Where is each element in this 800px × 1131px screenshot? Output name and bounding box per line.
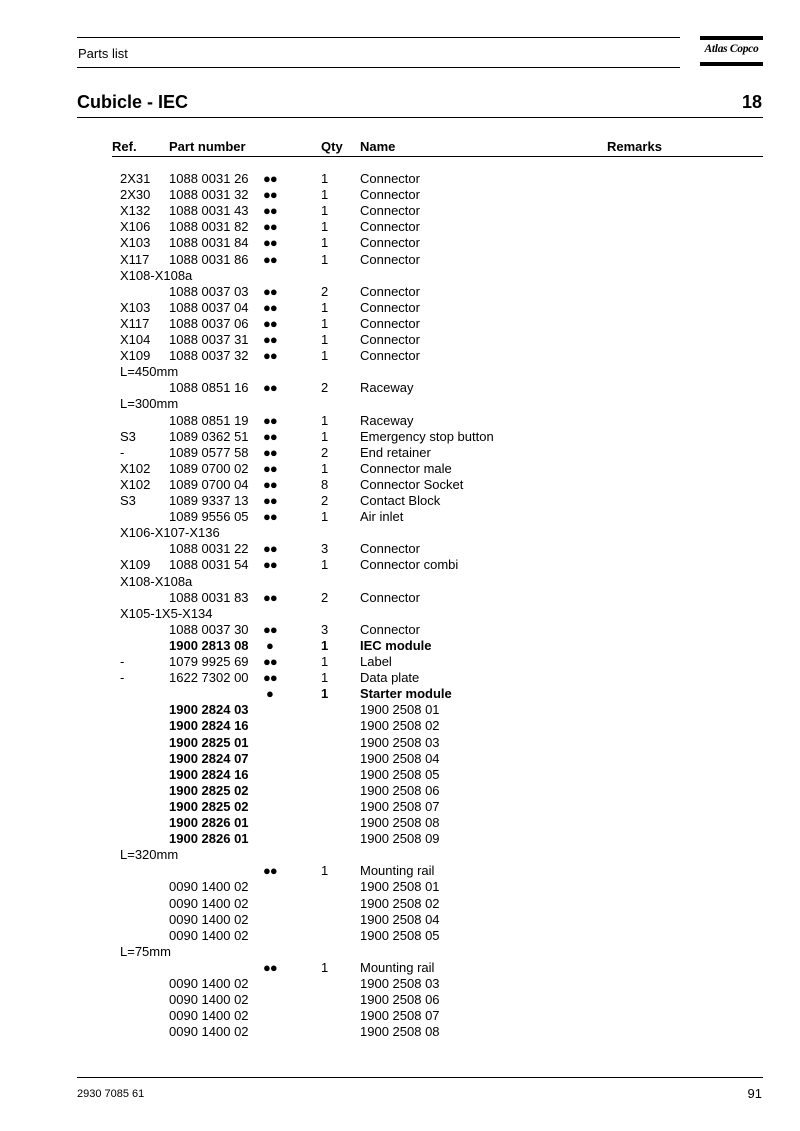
table-row — [0, 912, 800, 928]
row-part-number: 1089 0700 04 — [169, 476, 249, 492]
row-name: 1900 2508 05 — [360, 766, 440, 782]
row-ref: X105-1X5-X134 — [120, 605, 213, 621]
row-ref: X106 — [120, 219, 151, 235]
row-part-number: 1088 0037 06 — [169, 315, 249, 331]
row-part-number: 0090 1400 02 — [169, 879, 249, 895]
row-qty: 1 — [321, 686, 329, 702]
row-marker: ●● — [263, 315, 277, 331]
row-part-number: 0090 1400 02 — [169, 911, 249, 927]
row-qty: 1 — [321, 299, 329, 315]
row-name: 1900 2508 04 — [360, 911, 440, 927]
table-row — [0, 815, 800, 831]
row-ref: L=300mm — [120, 396, 179, 412]
table-row — [0, 364, 800, 380]
row-qty: 1 — [321, 670, 329, 686]
row-marker: ●● — [263, 493, 277, 508]
row-qty: 2 — [321, 444, 329, 460]
row-part-number: 1088 0031 22 — [169, 541, 249, 557]
row-name: Connector — [360, 621, 420, 637]
row-part-number: 1089 9337 13 — [169, 493, 249, 508]
row-part-number: 1088 0037 04 — [169, 299, 249, 315]
table-row — [0, 219, 800, 235]
table-row — [0, 171, 800, 187]
row-part-number: 1900 2825 02 — [169, 782, 249, 798]
table-row — [0, 348, 800, 364]
row-name: 1900 2508 01 — [360, 879, 440, 895]
table-row — [0, 268, 800, 284]
row-ref: X109 — [120, 557, 151, 573]
table-row — [0, 590, 800, 606]
row-marker: ●● — [263, 412, 277, 428]
row-qty: 1 — [321, 412, 329, 428]
table-row — [0, 525, 800, 541]
row-qty: 2 — [321, 283, 329, 299]
row-qty: 1 — [321, 428, 329, 444]
row-part-number: 0090 1400 02 — [169, 895, 249, 911]
table-row — [0, 187, 800, 203]
document-number: 2930 7085 61 — [77, 1088, 145, 1100]
row-ref: X103 — [120, 235, 151, 251]
table-row — [0, 783, 800, 799]
row-marker: ●● — [263, 251, 277, 267]
header-top-rule — [77, 37, 680, 38]
row-marker: ●● — [263, 654, 277, 669]
row-part-number: 1089 0700 02 — [169, 460, 249, 476]
row-name: Emergency stop button — [360, 428, 494, 444]
row-ref: X108-X108a — [120, 573, 193, 589]
row-name: 1900 2508 09 — [360, 831, 440, 847]
table-row — [0, 622, 800, 638]
row-part-number: 1088 0037 31 — [169, 332, 249, 347]
row-name: Mounting rail — [360, 959, 435, 975]
table-row — [0, 735, 800, 751]
row-marker: ●● — [263, 428, 277, 444]
row-name: Connector Socket — [360, 476, 464, 492]
row-qty: 1 — [321, 251, 329, 267]
row-marker: ●● — [263, 589, 277, 605]
row-qty: 2 — [321, 493, 329, 508]
table-row — [0, 509, 800, 525]
row-name: 1900 2508 06 — [360, 992, 440, 1008]
row-ref: X117 — [120, 251, 150, 267]
row-marker: ●● — [263, 557, 277, 573]
table-row — [0, 960, 800, 976]
row-ref: X106-X107-X136 — [120, 525, 220, 541]
row-name: Connector — [360, 315, 420, 331]
row-part-number: 0090 1400 02 — [169, 927, 249, 943]
row-qty: 3 — [321, 541, 329, 557]
table-row — [0, 654, 800, 670]
row-marker: ●● — [263, 187, 277, 203]
row-part-number: 1900 2824 07 — [169, 750, 249, 766]
row-name: Connector — [360, 541, 420, 557]
row-marker: ●● — [263, 621, 277, 637]
row-marker: ●● — [263, 444, 277, 460]
table-row — [0, 638, 800, 654]
table-row — [0, 879, 800, 895]
table-row — [0, 1008, 800, 1024]
row-name: 1900 2508 03 — [360, 734, 440, 750]
table-row — [0, 429, 800, 445]
table-row — [0, 493, 800, 509]
row-name: Connector — [360, 283, 420, 299]
row-name: IEC module — [360, 637, 432, 653]
row-name: Air inlet — [360, 509, 404, 525]
section-number: 18 — [741, 92, 762, 112]
row-qty: 1 — [321, 187, 329, 203]
table-row — [0, 445, 800, 461]
row-marker: ●● — [263, 670, 277, 686]
row-name: 1900 2508 03 — [360, 976, 440, 991]
row-part-number: 1089 0577 58 — [169, 444, 249, 460]
table-row — [0, 252, 800, 268]
row-ref: X132 — [120, 203, 151, 219]
row-name: Connector — [360, 332, 420, 347]
row-part-number: 1088 0031 82 — [169, 219, 249, 235]
row-part-number: 1088 0031 84 — [169, 235, 249, 251]
row-marker: ●● — [263, 460, 277, 476]
row-qty: 8 — [321, 476, 329, 492]
row-part-number: 1088 0851 19 — [169, 412, 249, 428]
row-ref: X117 — [120, 315, 150, 331]
table-row — [0, 1024, 800, 1040]
table-row — [0, 557, 800, 573]
row-part-number: 0090 1400 02 — [169, 1024, 249, 1040]
row-part-number: 1622 7302 00 — [169, 670, 249, 686]
row-part-number: 1900 2824 16 — [169, 718, 249, 734]
column-header-ref: Ref. — [112, 139, 137, 154]
logo-top-bar — [700, 36, 763, 40]
row-ref: L=320mm — [120, 847, 179, 863]
row-qty: 1 — [321, 171, 329, 186]
page-title: Cubicle - IEC — [77, 92, 189, 112]
row-ref: - — [120, 654, 125, 669]
row-marker: ●● — [263, 219, 277, 235]
footer-rule — [77, 1077, 763, 1078]
row-qty: 2 — [321, 380, 329, 396]
row-qty: 1 — [321, 637, 329, 653]
table-row — [0, 976, 800, 992]
row-part-number: 1089 0362 51 — [169, 428, 249, 444]
row-marker: ●● — [263, 541, 277, 557]
table-row — [0, 702, 800, 718]
table-row — [0, 751, 800, 767]
table-row — [0, 718, 800, 734]
row-qty: 1 — [321, 460, 329, 476]
table-row — [0, 332, 800, 348]
title-rule — [77, 117, 763, 118]
row-qty: 2 — [321, 589, 329, 605]
row-qty: 1 — [321, 203, 329, 219]
row-qty: 1 — [321, 863, 329, 879]
table-row — [0, 477, 800, 493]
row-marker: ●● — [263, 332, 277, 347]
row-ref: L=450mm — [120, 364, 179, 380]
row-ref: L=75mm — [120, 943, 171, 959]
row-marker: ●● — [263, 235, 277, 251]
table-row — [0, 928, 800, 944]
brand-logo — [700, 36, 763, 68]
row-name: Label — [360, 654, 392, 669]
row-ref: S3 — [120, 493, 136, 508]
table-row — [0, 670, 800, 686]
row-name: 1900 2508 02 — [360, 718, 440, 734]
row-ref: X103 — [120, 299, 151, 315]
row-part-number: 1088 0037 03 — [169, 283, 249, 299]
row-marker: ●● — [263, 299, 277, 315]
row-name: 1900 2508 04 — [360, 750, 440, 766]
row-ref: X102 — [120, 460, 151, 476]
table-row — [0, 541, 800, 557]
table-row — [0, 284, 800, 300]
row-name: Connector — [360, 589, 420, 605]
table-row — [0, 396, 800, 412]
row-ref: X108-X108a — [120, 267, 193, 283]
row-qty: 1 — [321, 315, 329, 331]
table-row — [0, 203, 800, 219]
row-name: Connector — [360, 219, 420, 235]
row-name: Connector male — [360, 460, 452, 476]
row-name: 1900 2508 02 — [360, 895, 440, 911]
column-header-part-number: Part number — [169, 139, 246, 154]
row-ref: X104 — [120, 332, 151, 347]
row-part-number: 1900 2825 01 — [169, 734, 249, 750]
table-row — [0, 896, 800, 912]
row-part-number: 1088 0031 54 — [169, 557, 249, 573]
row-ref: 2X31 — [120, 171, 151, 186]
row-marker: ●● — [263, 509, 277, 525]
table-row — [0, 606, 800, 622]
row-marker: ●● — [263, 283, 277, 299]
page-number: 91 — [747, 1086, 762, 1101]
row-ref: - — [120, 444, 125, 460]
row-part-number: 1900 2826 01 — [169, 831, 249, 847]
row-name: Connector — [360, 251, 420, 267]
table-row — [0, 686, 800, 702]
row-name: End retainer — [360, 444, 431, 460]
row-part-number: 1088 0851 16 — [169, 380, 249, 396]
row-qty: 1 — [321, 509, 329, 525]
table-row — [0, 799, 800, 815]
row-ref: 2X30 — [120, 187, 151, 203]
header-bottom-rule — [77, 67, 680, 68]
table-row — [0, 380, 800, 396]
row-ref: - — [120, 670, 125, 686]
column-header-name: Name — [360, 139, 396, 154]
table-row — [0, 300, 800, 316]
row-part-number: 1079 9925 69 — [169, 654, 249, 669]
row-part-number: 1900 2824 03 — [169, 702, 249, 718]
row-part-number: 1900 2813 08 — [169, 637, 249, 653]
row-part-number: 1088 0031 32 — [169, 187, 249, 203]
row-qty: 3 — [321, 621, 329, 637]
row-name: Connector — [360, 187, 420, 203]
row-ref: X109 — [120, 348, 151, 364]
row-marker: ● — [266, 637, 273, 653]
row-ref: X102 — [120, 476, 151, 492]
section-label: Parts list — [78, 46, 128, 61]
row-part-number: 1088 0031 43 — [169, 203, 249, 219]
row-name: Connector — [360, 348, 420, 364]
row-name: 1900 2508 01 — [360, 702, 440, 718]
row-marker: ●● — [263, 476, 277, 492]
table-row — [0, 831, 800, 847]
row-part-number: 0090 1400 02 — [169, 976, 249, 991]
row-marker: ●● — [263, 171, 277, 186]
row-part-number: 1088 0031 86 — [169, 251, 249, 267]
table-row — [0, 461, 800, 477]
logo-bottom-bar — [700, 62, 763, 66]
table-row — [0, 574, 800, 590]
row-name: Raceway — [360, 380, 414, 396]
table-row — [0, 235, 800, 251]
row-ref: S3 — [120, 428, 136, 444]
row-name: Raceway — [360, 412, 414, 428]
row-name: 1900 2508 08 — [360, 1024, 440, 1040]
table-row — [0, 992, 800, 1008]
column-header-qty: Qty — [321, 139, 343, 154]
row-name: Starter module — [360, 686, 452, 702]
row-name: Connector — [360, 203, 420, 219]
table-row — [0, 316, 800, 332]
table-row — [0, 847, 800, 863]
row-part-number: 0090 1400 02 — [169, 1008, 249, 1024]
row-qty: 1 — [321, 219, 329, 235]
row-qty: 1 — [321, 959, 329, 975]
table-row — [0, 413, 800, 429]
row-part-number: 1900 2826 01 — [169, 815, 249, 830]
row-qty: 1 — [321, 332, 329, 347]
row-name: Data plate — [360, 670, 420, 686]
table-row — [0, 767, 800, 783]
row-qty: 1 — [321, 348, 329, 364]
table-row — [0, 863, 800, 879]
row-name: Connector — [360, 171, 420, 186]
row-part-number: 1900 2825 02 — [169, 798, 249, 814]
row-part-number: 1088 0037 32 — [169, 348, 249, 364]
row-name: Connector — [360, 299, 420, 315]
row-name: Contact Block — [360, 493, 441, 508]
row-name: Connector — [360, 235, 420, 251]
row-part-number: 1088 0037 30 — [169, 621, 249, 637]
row-part-number: 0090 1400 02 — [169, 992, 249, 1008]
table-row — [0, 944, 800, 960]
row-part-number: 1900 2824 16 — [169, 766, 249, 782]
row-marker: ●● — [263, 348, 277, 364]
row-name: 1900 2508 05 — [360, 927, 440, 943]
row-marker: ●● — [263, 959, 277, 975]
row-marker: ●● — [263, 203, 277, 219]
row-qty: 1 — [321, 235, 329, 251]
row-name: 1900 2508 07 — [360, 1008, 440, 1024]
row-name: 1900 2508 08 — [360, 815, 440, 830]
row-part-number: 1088 0031 26 — [169, 171, 249, 186]
row-qty: 1 — [321, 654, 329, 669]
row-marker: ●● — [263, 380, 277, 396]
row-qty: 1 — [321, 557, 329, 573]
row-marker: ● — [266, 686, 273, 702]
column-header-remarks: Remarks — [607, 139, 662, 154]
row-name: Connector combi — [360, 557, 459, 573]
column-header-rule — [112, 156, 763, 157]
row-part-number: 1089 9556 05 — [169, 509, 249, 525]
row-part-number: 1088 0031 83 — [169, 589, 249, 605]
row-name: 1900 2508 07 — [360, 798, 440, 814]
row-name: 1900 2508 06 — [360, 782, 440, 798]
row-marker: ●● — [263, 863, 277, 879]
row-name: Mounting rail — [360, 863, 435, 879]
brand-wordmark: Atlas Copco — [704, 43, 759, 55]
